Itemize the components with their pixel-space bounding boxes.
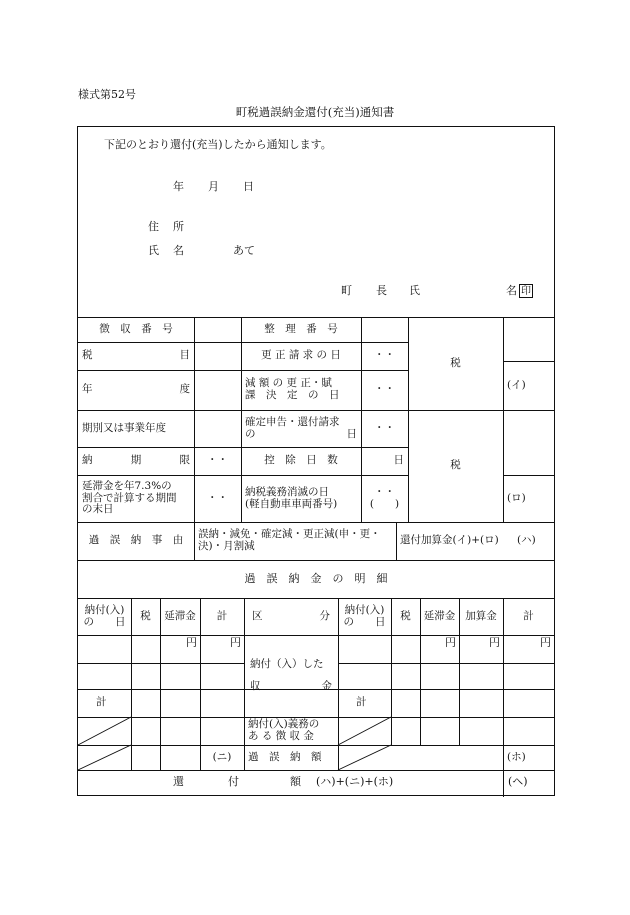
label-line: 延滞金を年7.3%の: [82, 479, 172, 492]
label-line: 納税義務消滅の日: [245, 485, 329, 498]
label-part: 日: [346, 427, 357, 440]
mark-ho: (ホ): [507, 750, 526, 763]
signature-shi: 氏: [409, 284, 420, 297]
label-part: 目: [179, 349, 190, 362]
label-line: [250, 681, 332, 693]
row-total-right: 計: [356, 696, 367, 709]
name-label-1: 氏: [148, 244, 159, 257]
date-day-label: 日: [243, 180, 254, 193]
label-zei-lower: 税: [450, 459, 461, 472]
label-line: の 日: [343, 615, 386, 628]
ate-label: あて: [233, 244, 255, 257]
date-dots: ・・: [207, 491, 228, 504]
kanpu-label-2: 付: [228, 775, 239, 788]
unit-yen: 円: [540, 636, 551, 649]
address-label-2: 所: [173, 220, 184, 233]
kubun-nofu-shunyu: [244, 635, 338, 717]
detail-title: 過 誤 納 金 の 明 細: [244, 571, 388, 585]
date-dots: ・・: [374, 383, 395, 396]
mark-he: (ヘ): [508, 775, 528, 788]
label-part: 納: [82, 454, 93, 467]
label-part: 限: [179, 454, 190, 467]
col-header-nofu-left: [78, 598, 131, 635]
mark-ro: (ロ): [507, 491, 526, 504]
kubun-gimu-choshukin: [244, 717, 338, 745]
row-total-left: 計: [96, 696, 107, 709]
col-header-nofu-right: [338, 598, 391, 635]
unit-yen: 円: [230, 636, 241, 649]
label-line: 誤納・減免・確定減・更正減(申・更・: [198, 528, 381, 541]
notice-text: 下記のとおり還付(充当)したから通知します。: [104, 138, 332, 151]
label-part: 分: [319, 609, 330, 622]
label-part: 年: [82, 383, 93, 396]
document-title: 町税過誤納金還付(充当)通知書: [235, 105, 395, 119]
label-part: 税: [82, 349, 93, 362]
col-header-kubun: [244, 598, 338, 635]
vehicle-number-paren: ( ): [369, 497, 400, 510]
label-line: 確定申告・還付請求: [245, 415, 340, 428]
label-part: 度: [179, 383, 190, 396]
unit-yen: 円: [445, 636, 456, 649]
label-kibetsu: 期別又は事業年度: [82, 421, 166, 434]
kanpu-formula: (ハ)+(ニ)+(ホ): [316, 775, 394, 788]
label-line: 納付(入): [84, 603, 125, 616]
label-kojo-nissu: 控 除 日 数: [264, 454, 338, 467]
form-number: 様式第52号: [78, 88, 136, 101]
label-line: の 日: [83, 615, 126, 628]
label-line: 納付（入）した: [250, 658, 324, 671]
mark-i: (イ): [507, 378, 526, 391]
label-kosei-seikyu: 更 正 請 求 の 日: [261, 349, 341, 362]
label-part: 金: [321, 680, 332, 692]
date-year-label: 年: [173, 180, 184, 193]
label-line: 課 決 定 の 日: [245, 389, 340, 401]
label-line: 納付(入)義務の: [248, 718, 320, 731]
date-dots: ・・: [207, 454, 228, 467]
mark-ni: (ニ): [212, 750, 232, 763]
label-zei-upper: 税: [450, 356, 461, 369]
unit-yen: 円: [489, 636, 500, 649]
date-dots: ・・: [374, 349, 395, 362]
date-dots: ・・: [374, 485, 395, 498]
label-line: 納付(入): [344, 603, 385, 616]
kanpu-label-3: 額: [290, 775, 301, 788]
mark-ha: (ハ): [517, 534, 536, 547]
label-nichi: 日: [393, 454, 404, 467]
col-header-kasan: 加算金: [465, 609, 497, 622]
signature-machi: 町: [341, 284, 352, 297]
label-line: (軽自動車車両番号): [245, 497, 338, 510]
signature-cho: 長: [376, 284, 387, 297]
label-part: 区: [252, 609, 263, 622]
label-line: あ る 徴 収 金: [248, 730, 314, 742]
name-label-2: 名: [173, 244, 184, 257]
label-part: の: [245, 427, 256, 440]
col-header-kei-right: 計: [523, 609, 534, 622]
col-header-entai-left: 延滞金: [164, 609, 196, 622]
unit-yen: 円: [186, 636, 197, 649]
label-line: 減 額 の 更 正・賦: [245, 377, 332, 390]
address-label-1: 住: [148, 220, 159, 233]
seal-mark: 印: [521, 286, 531, 297]
signature-mei: 名: [506, 284, 517, 297]
label-line: 割合で計算する期間: [82, 491, 177, 504]
label-seiri-bango: 整 理 番 号: [264, 322, 338, 335]
label-kanpu-kasankin: 還付加算金(イ)+(ロ): [400, 534, 499, 547]
kanpu-label-1: 還: [173, 775, 184, 788]
label-line: の末日: [82, 503, 114, 516]
col-header-zei-left: 税: [140, 609, 151, 622]
kubun-kago-nogaku: 過 誤 納 額: [248, 750, 322, 763]
col-header-kei-left: 計: [216, 609, 228, 622]
col-header-zei-right: 税: [400, 609, 411, 622]
date-month-label: 月: [208, 180, 219, 193]
label-part: 収: [250, 680, 261, 692]
label-choshu-bango: 徴 収 番 号: [99, 322, 173, 335]
col-header-entai-right: 延滞金: [423, 609, 456, 622]
label-part: 期: [130, 454, 142, 467]
label-line: 決)・月割減: [198, 540, 255, 552]
date-dots: ・・: [374, 421, 395, 434]
label-kago-jiyu: 過 誤 納 事 由: [88, 534, 184, 547]
form-frame: [77, 126, 555, 796]
